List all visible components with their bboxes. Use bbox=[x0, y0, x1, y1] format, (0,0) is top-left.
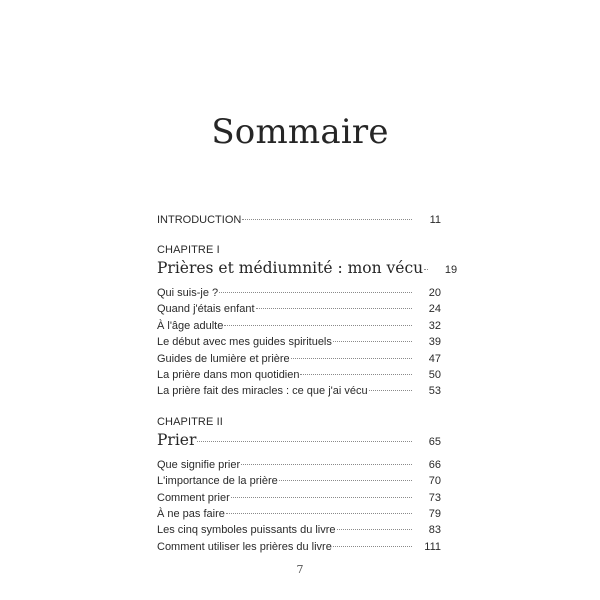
chapter-label: CHAPITRE I bbox=[157, 244, 220, 256]
dot-leader bbox=[291, 358, 412, 359]
toc-page-number: 70 bbox=[428, 475, 441, 488]
toc-entry[interactable] bbox=[157, 490, 441, 506]
toc-entry-label: Comment utiliser les prières du livre bbox=[157, 540, 332, 553]
toc-entry[interactable] bbox=[157, 351, 441, 367]
toc-page-number: 73 bbox=[428, 491, 441, 504]
toc-entry[interactable] bbox=[157, 318, 441, 334]
toc-entry-label: À l'âge adulte bbox=[157, 319, 224, 332]
toc-entry[interactable] bbox=[157, 506, 441, 522]
toc-entry[interactable] bbox=[157, 457, 441, 473]
toc-entry[interactable] bbox=[157, 539, 441, 555]
toc-page-number: 11 bbox=[429, 214, 441, 226]
toc-entry-label: La prière dans mon quotidien bbox=[157, 368, 300, 381]
dot-leader bbox=[337, 529, 412, 530]
toc-entry-label: Les cinq symboles puissants du livre bbox=[157, 524, 336, 537]
chapter-2 bbox=[157, 415, 441, 555]
toc-page-number: 111 bbox=[424, 540, 441, 553]
dot-leader bbox=[242, 219, 412, 220]
dot-leader bbox=[424, 269, 428, 270]
toc-entry[interactable] bbox=[157, 367, 441, 383]
toc-page-number: 47 bbox=[428, 352, 441, 365]
toc-entry-introduction[interactable] bbox=[157, 212, 441, 228]
table-of-contents bbox=[157, 212, 458, 555]
toc-page-number: 50 bbox=[428, 368, 441, 381]
toc-page-number: 65 bbox=[428, 435, 441, 448]
dot-leader bbox=[333, 341, 412, 342]
toc-entry[interactable] bbox=[157, 522, 441, 538]
chapter-title-row[interactable] bbox=[157, 257, 458, 279]
chapter-title: Prières et médiumnité : mon vécu bbox=[157, 259, 424, 277]
toc-page-number: 39 bbox=[428, 336, 441, 349]
toc-page-number: 79 bbox=[428, 507, 441, 520]
dot-leader bbox=[256, 308, 412, 309]
dot-leader bbox=[279, 480, 412, 481]
dot-leader bbox=[224, 325, 412, 326]
chapter-title-row[interactable] bbox=[157, 429, 441, 451]
chapter-title: Prier bbox=[157, 430, 197, 449]
toc-entry[interactable] bbox=[157, 334, 441, 350]
toc-entry-label: Guides de lumière et prière bbox=[157, 352, 290, 365]
dot-leader bbox=[241, 464, 412, 465]
toc-page-number: 20 bbox=[428, 287, 441, 299]
toc-page-number: 32 bbox=[428, 319, 441, 332]
chapter-entries bbox=[157, 285, 441, 400]
toc-page-number: 66 bbox=[428, 458, 441, 471]
toc-entry[interactable] bbox=[157, 301, 441, 317]
page-number: 7 bbox=[296, 563, 304, 576]
chapter-1 bbox=[157, 243, 458, 400]
dot-leader bbox=[231, 497, 412, 498]
toc-page-number: 24 bbox=[428, 303, 441, 316]
toc-entry-label: À ne pas faire bbox=[157, 507, 225, 520]
toc-entry-label: La prière fait des miracles : ce que j'ai vécu bbox=[157, 385, 368, 398]
dot-leader bbox=[226, 513, 412, 514]
dot-leader bbox=[219, 292, 412, 293]
toc-entry-label: Quand j'étais enfant bbox=[157, 303, 255, 316]
toc-page-number: 53 bbox=[428, 385, 441, 398]
page-title: Sommaire bbox=[211, 112, 389, 152]
toc-entry[interactable] bbox=[157, 285, 441, 301]
toc-entry-label: Comment prier bbox=[157, 491, 230, 504]
dot-leader bbox=[333, 546, 412, 547]
dot-leader bbox=[300, 374, 412, 375]
toc-entry[interactable] bbox=[157, 473, 441, 489]
toc-entry-label: INTRODUCTION bbox=[157, 214, 242, 226]
toc-entry-label: Le début avec mes guides spirituels bbox=[157, 336, 332, 349]
chapter-label: CHAPITRE II bbox=[157, 415, 223, 428]
toc-entry-label: L'importance de la prière bbox=[157, 475, 278, 488]
toc-entry-label: Que signifie prier bbox=[157, 458, 241, 471]
chapter-entries bbox=[157, 457, 441, 555]
toc-page-number: 83 bbox=[428, 524, 441, 537]
toc-entry[interactable] bbox=[157, 383, 441, 399]
toc-entry-label: Qui suis-je ? bbox=[157, 287, 219, 299]
dot-leader bbox=[369, 390, 412, 391]
toc-page-number: 19 bbox=[444, 264, 458, 276]
dot-leader bbox=[197, 441, 412, 442]
